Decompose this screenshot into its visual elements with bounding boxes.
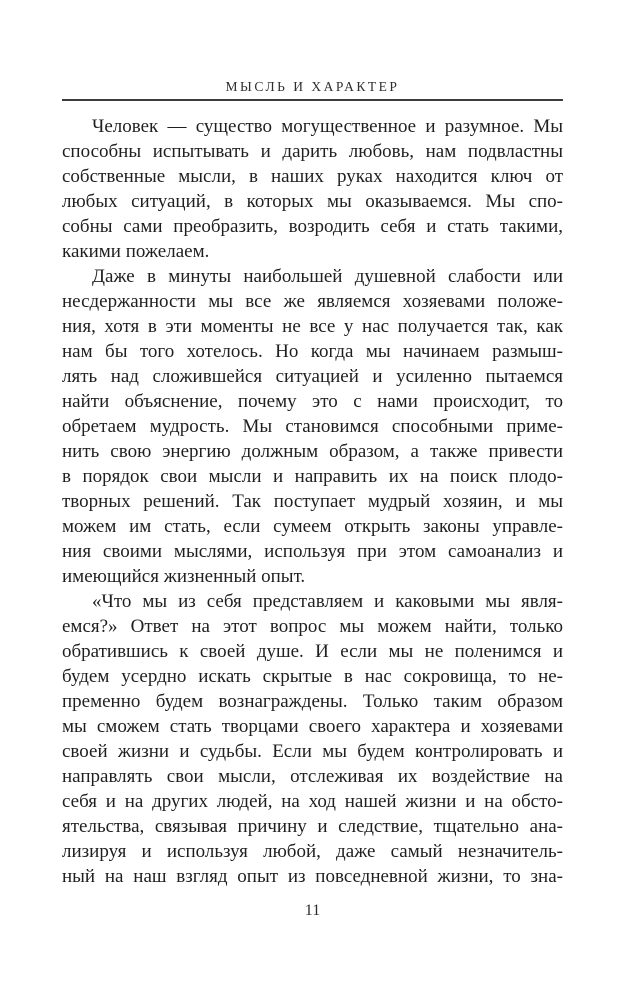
- text-line: какими пожелаем.: [62, 241, 210, 262]
- text-line: нить свою энергию должным образом, а также привести: [62, 441, 563, 462]
- text-line: любых ситуаций, в которых мы оказываемся. Мы спо-: [62, 191, 563, 212]
- text-line: ный на наш взгляд опыт из повседневной жизни, то зна-: [62, 866, 563, 887]
- running-head: МЫСЛЬ И ХАРАКТЕР: [225, 79, 400, 94]
- text-line: имеющийся жизненный опыт.: [62, 566, 306, 587]
- text-line: найти объяснение, почему это с нами происходит, то: [62, 391, 563, 412]
- text-line: лять над сложившейся ситуацией и усиленно пытаемся: [62, 366, 563, 387]
- text-line: Даже в минуты наибольшей душевной слабости или: [92, 266, 563, 287]
- text-line: ния, хотя в эти моменты не все у нас получается так, как: [62, 316, 563, 337]
- header-rule: [62, 99, 563, 101]
- text-line: пременно будем вознаграждены. Только таким образом: [62, 691, 563, 712]
- text-line: творных решений. Так поступает мудрый хозяин, и мы: [62, 491, 563, 512]
- text-line: лизируя и используя любой, даже самый незначитель-: [62, 841, 563, 862]
- text-line: себя и на других людей, на ход нашей жизни и на обсто-: [62, 791, 563, 812]
- text-line: емся?» Ответ на этот вопрос мы можем найти, только: [62, 616, 563, 637]
- text-line: обратившись к своей душе. И если мы не поленимся и: [62, 641, 563, 662]
- text-line: несдержанности мы все же являемся хозяевами положе-: [62, 291, 563, 312]
- text-line: своей жизни и судьбы. Если мы будем контролировать и: [62, 741, 563, 762]
- text-line: собственные мысли, в наших руках находится ключ от: [62, 166, 563, 187]
- text-line: будем усердно искать скрытые в нас сокровища, то не-: [62, 666, 563, 687]
- body-text: [62, 114, 563, 889]
- text-line: способны испытывать и дарить любовь, нам подвластны: [62, 141, 563, 162]
- text-line: мы сможем стать творцами своего характера и хозяевами: [62, 716, 563, 737]
- text-line: собны сами преобразить, возродить себя и стать такими,: [62, 216, 563, 237]
- text-line: можем им стать, если сумеем открыть законы управле-: [62, 516, 563, 537]
- page-number: 11: [304, 902, 321, 919]
- text-line: нам бы того хотелось. Но когда мы начинаем размыш-: [62, 341, 563, 362]
- text-line: Человек — существо могущественное и разумное. Мы: [92, 116, 563, 137]
- text-line: в порядок свои мысли и направить их на поиск плодо-: [62, 466, 563, 487]
- text-line: ния своими мыслями, используя при этом самоанализ и: [62, 541, 563, 562]
- text-line: «Что мы из себя представляем и каковыми мы явля-: [92, 591, 563, 612]
- text-line: ятельства, связывая причину и следствие, тщательно ана-: [62, 816, 563, 837]
- text-line: обретаем мудрость. Мы становимся способными приме-: [62, 416, 563, 437]
- text-line: направлять свои мысли, отслеживая их воздействие на: [62, 766, 563, 787]
